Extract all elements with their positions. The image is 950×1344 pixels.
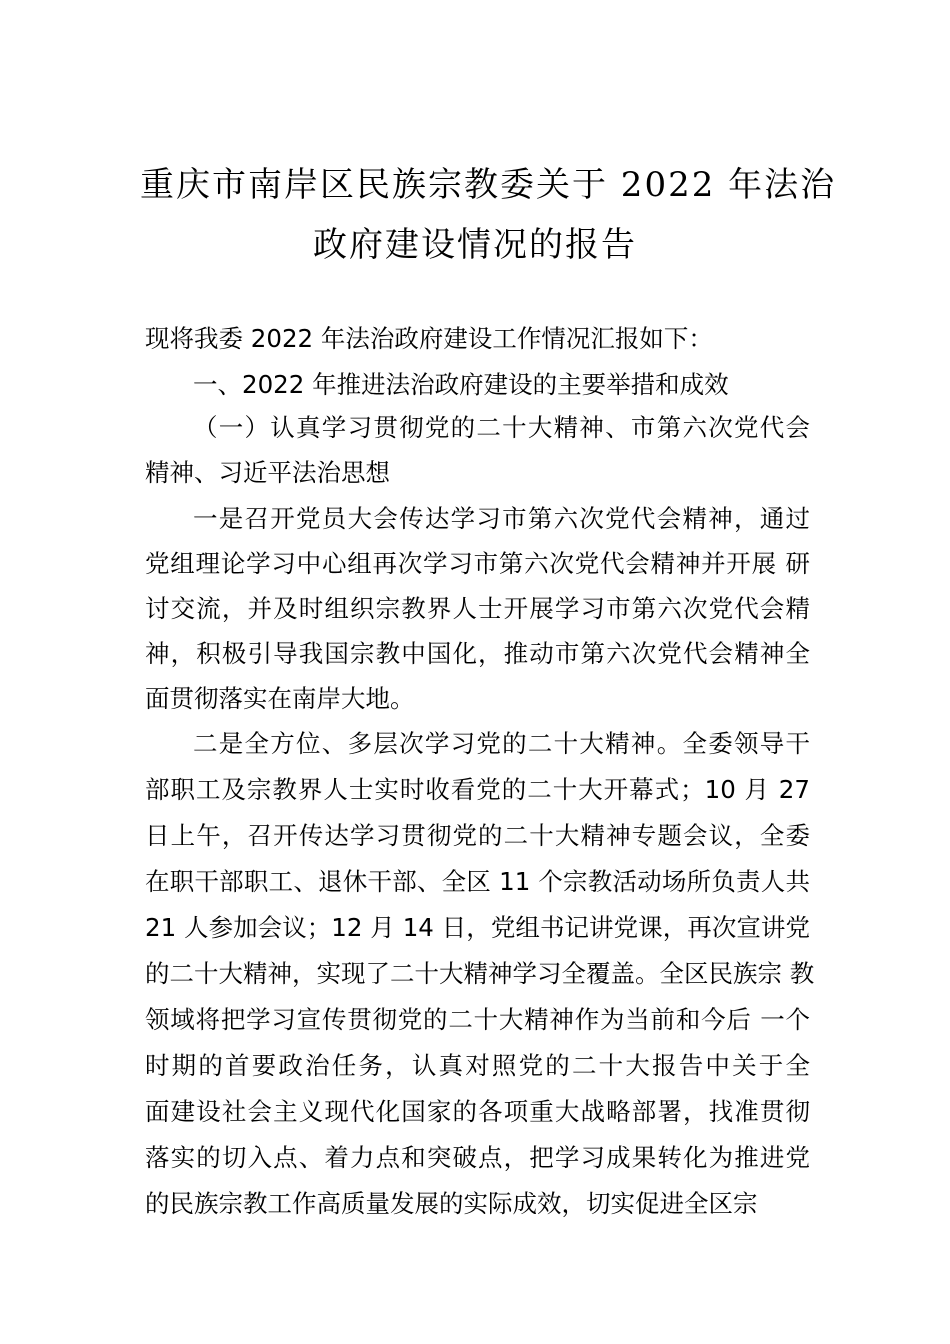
section-heading: 一、2022 年推进法治政府建设的主要举措和成效 (193, 370, 729, 399)
paragraph-2-line-9: 面建设社会主义现代化国家的各项重大战略部署，找准贯彻 (145, 1097, 810, 1126)
paragraph-1-line-4: 神，积极引导我国宗教中国化，推动市第六次党代会精神全 (145, 639, 810, 668)
paragraph-2-line-1: 二是全方位、多层次学习党的二十大精神。全委领导干 (193, 729, 810, 758)
document-title-line-1: 重庆市南岸区民族宗教委关于 2022 年法治 (140, 165, 837, 205)
paragraph-2-line-6: 的二十大精神，实现了二十大精神学习全覆盖。全区民族宗 教 (145, 959, 815, 988)
subsection-heading-line-2: 精神、习近平法治思想 (145, 458, 390, 487)
paragraph-2-line-7: 领域将把学习宣传贯彻党的二十大精神作为当前和今后 一个 (145, 1005, 810, 1034)
paragraph-2-line-2: 部职工及宗教界人士实时收看党的二十大开幕式；10 月 27 (145, 775, 810, 804)
paragraph-2-line-10: 落实的切入点、着力点和突破点，把学习成果转化为推进党 (145, 1143, 810, 1172)
paragraph-1-line-3: 讨交流，并及时组织宗教界人士开展学习市第六次党代会精 (145, 594, 810, 623)
paragraph-2-line-8: 时期的首要政治任务，认真对照党的二十大报告中关于全 (145, 1051, 810, 1080)
paragraph-2-line-5: 21 人参加会议；12 月 14 日，党组书记讲党课，再次宣讲党 (145, 913, 810, 942)
paragraph-1-line-1: 一是召开党员大会传达学习市第六次党代会精神，通过 (193, 504, 810, 533)
intro-paragraph: 现将我委 2022 年法治政府建设工作情况汇报如下： (145, 324, 713, 353)
document-title-line-2: 政府建设情况的报告 (313, 225, 637, 265)
paragraph-2-line-11: 的民族宗教工作高质量发展的实际成效，切实促进全区宗 (145, 1189, 758, 1218)
paragraph-1-line-5: 面贯彻落实在南岸大地。 (145, 684, 415, 713)
paragraph-1-line-2: 党组理论学习中心组再次学习市第六次党代会精神并开展 研 (145, 549, 810, 578)
paragraph-2-line-4: 在职干部职工、退休干部、全区 11 个宗教活动场所负责人共 (145, 867, 810, 896)
subsection-heading-line-1: （一）认真学习贯彻党的二十大精神、市第六次党代会 (193, 413, 810, 442)
paragraph-2-line-3: 日上午，召开传达学习贯彻党的二十大精神专题会议，全委 (145, 821, 810, 850)
